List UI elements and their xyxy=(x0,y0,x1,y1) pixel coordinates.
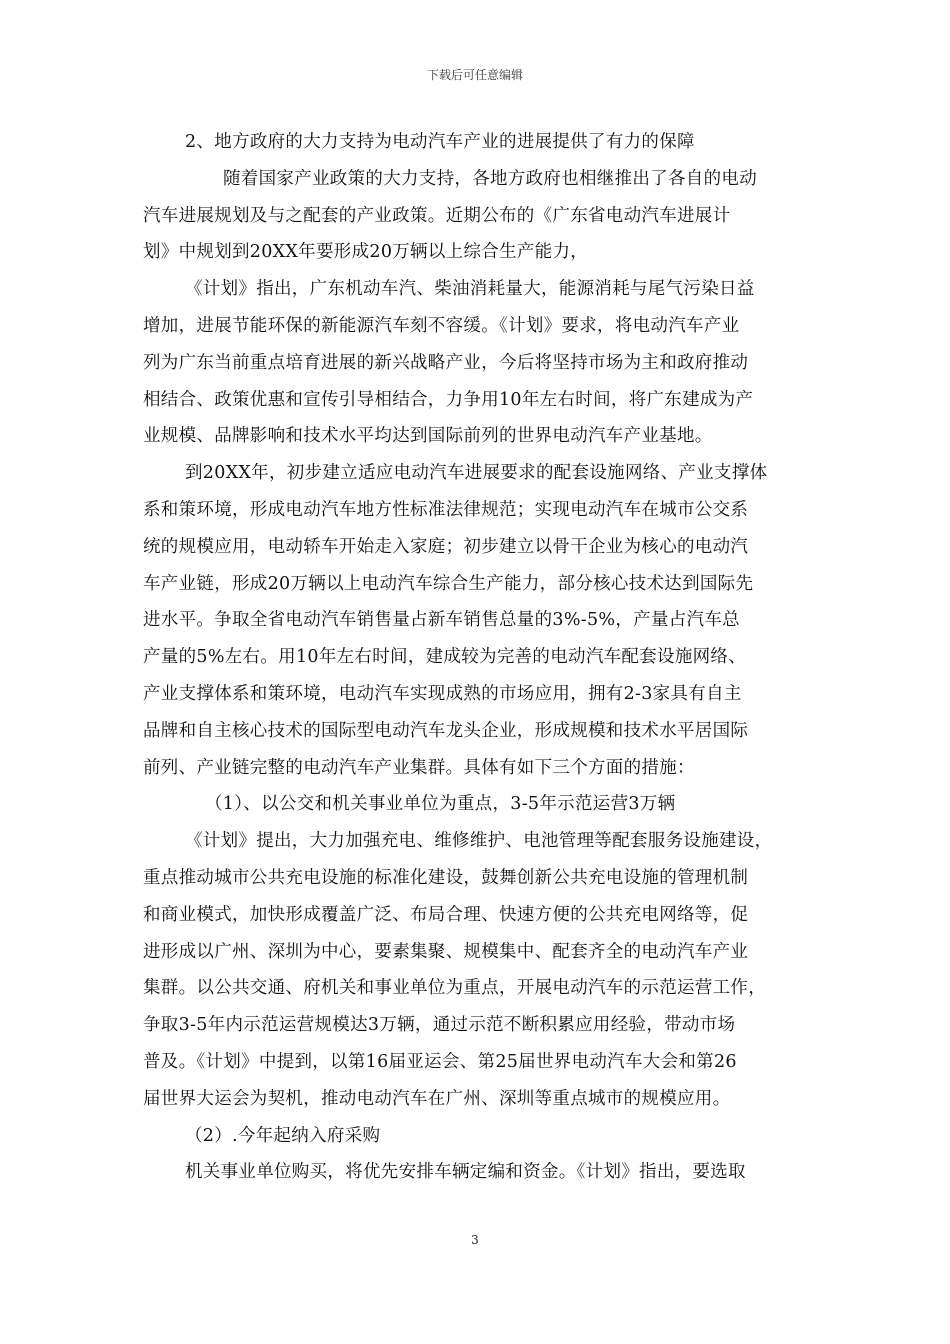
paragraph-line: 系和策环境，形成电动汽车地方性标准法律规范；实现电动汽车在城市公交系 xyxy=(143,499,749,520)
paragraph-line: 争取3-5年内示范运营规模达3万辆，通过示范不断积累应用经验，带动市场 xyxy=(143,1015,736,1036)
paragraph-line: 进水平。争取全省电动汽车销售量占新车销售总量的3%-5%，产量占汽车总 xyxy=(143,610,740,631)
document-body xyxy=(143,124,813,1191)
paragraph-line: 普及。《计划》中提到，以第16届亚运会、第25届世界电动汽车大会和第26 xyxy=(143,1051,737,1072)
paragraph-line: 机关事业单位购买，将优先安排车辆定编和资金。《计划》指出，要选取 xyxy=(185,1162,746,1183)
paragraph-line: 《计划》提出，大力加强充电、维修维护、电池管理等配套服务设施建设， xyxy=(185,831,773,852)
paragraph-line: 品牌和自主核心技术的国际型电动汽车龙头企业，形成规模和技术水平居国际 xyxy=(143,720,749,741)
paragraph-line: 进形成以广州、深圳为中心，要素集聚、规模集中、配套齐全的电动汽车产业 xyxy=(143,941,749,962)
paragraph-line: 到20XX年，初步建立适应电动汽车进展要求的配套设施网络、产业支撑体 xyxy=(185,463,768,484)
paragraph-line: 划》中规划到20XX年要形成20万辆以上综合生产能力， xyxy=(143,242,589,263)
paragraph-line: 车产业链，形成20万辆以上电动汽车综合生产能力，部分核心技术达到国际先 xyxy=(143,573,754,594)
section-heading: 2、地方政府的大力支持为电动汽车产业的进展提供了有力的保障 xyxy=(185,132,695,152)
paragraph-line: 业规模、品牌影响和技术水平均达到国际前列的世界电动汽车产业基地。 xyxy=(143,426,713,447)
paragraph-line: 增加，进展节能环保的新能源汽车刻不容缓。《计划》要求，将电动汽车产业 xyxy=(143,315,740,336)
paragraph-line: 前列、产业链完整的电动汽车产业集群。具体有如下三个方面的措施： xyxy=(143,757,695,778)
subsection-heading: （1）、以公交和机关事业单位为重点，3-5年示范运营3万辆 xyxy=(205,794,676,815)
subsection-heading: （2）.今年起纳入府采购 xyxy=(185,1125,381,1146)
paragraph-line: 相结合、政策优惠和宣传引导相结合，力争用10年左右时间，将广东建成为产 xyxy=(143,389,754,410)
paragraph-line: 列为广东当前重点培育进展的新兴战略产业，今后将坚持市场为主和政府推动 xyxy=(143,352,749,373)
paragraph-line: 集群。以公共交通、府机关和事业单位为重点，开展电动汽车的示范运营工作， xyxy=(143,978,766,999)
paragraph-line: 重点推动城市公共充电设施的标准化建设，鼓舞创新公共充电设施的管理机制 xyxy=(143,867,749,888)
paragraph-line: 统的规模应用，电动轿车开始走入家庭；初步建立以骨干企业为核心的电动汽 xyxy=(143,536,749,557)
page-number: 3 xyxy=(471,1233,479,1247)
paragraph-line: 《计划》指出，广东机动车汽、柴油消耗量大，能源消耗与尾气污染日益 xyxy=(185,279,755,300)
paragraph-line: 产量的5%左右。用10年左右时间，建成较为完善的电动汽车配套设施网络、 xyxy=(143,647,747,668)
paragraph-line: 届世界大运会为契机，推动电动汽车在广州、深圳等重点城市的规模应用。 xyxy=(143,1088,731,1109)
paragraph-line: 和商业模式，加快形成覆盖广泛、布局合理、快速方便的公共充电网络等，促 xyxy=(143,904,749,925)
page-header: 下载后可任意编辑 xyxy=(426,68,523,82)
paragraph-line: 产业支撑体系和策环境，电动汽车实现成熟的市场应用，拥有2-3家具有自主 xyxy=(143,683,742,704)
paragraph-line: 随着国家产业政策的大力支持，各地方政府也相继推出了各自的电动 xyxy=(223,168,757,189)
paragraph-line: 汽车进展规划及与之配套的产业政策。近期公布的《广东省电动汽车进展计 xyxy=(143,205,731,226)
